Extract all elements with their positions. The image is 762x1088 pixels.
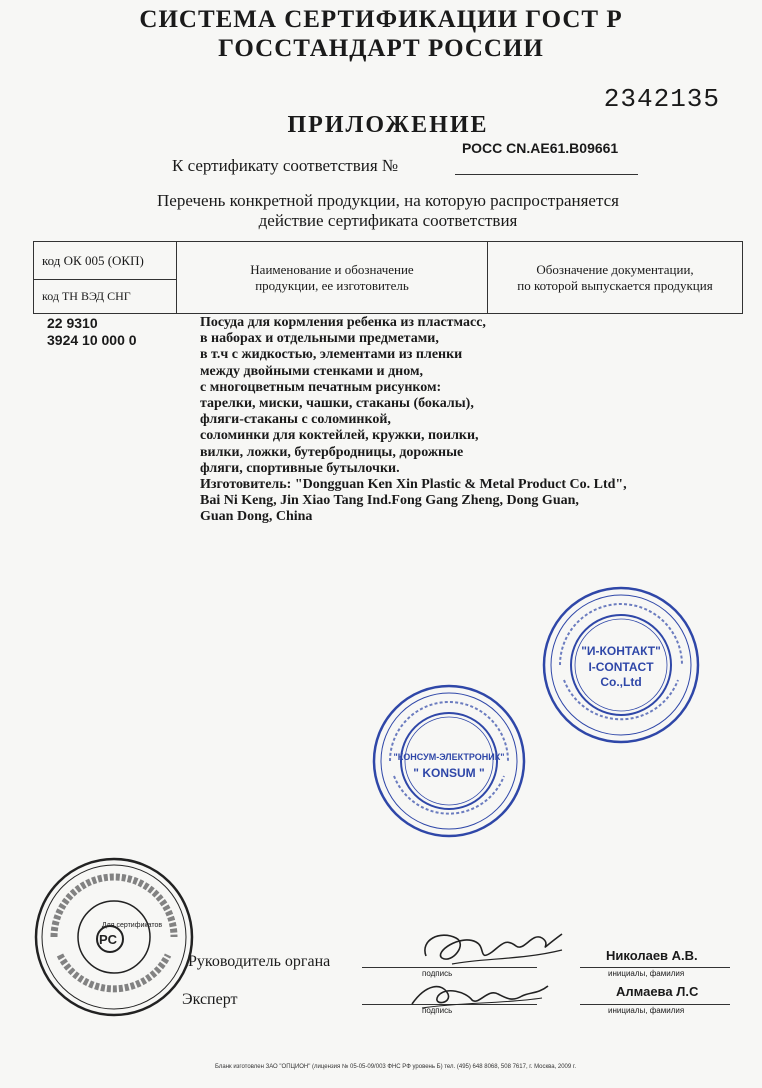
svg-text:PC: PC bbox=[98, 932, 118, 947]
product-name-header bbox=[177, 242, 488, 314]
manufacturer-address-line: Bai Ni Keng, Jin Xiao Tang Ind.Fong Gang Zheng, Dong Guan, bbox=[200, 493, 579, 509]
list-title-line2: действие сертификата соответствия bbox=[258, 211, 518, 230]
stamp-contact-line1: "И-КОНТАКТ" bbox=[581, 644, 661, 658]
head-label: Руководитель органа bbox=[188, 953, 331, 970]
expert-signature bbox=[402, 976, 552, 1012]
head-signature bbox=[412, 920, 572, 972]
product-line: между двойными стенками и дном, bbox=[200, 363, 424, 379]
documentation-header-line2: по которой выпускается продукция bbox=[517, 277, 713, 293]
certificate-number: РОСС CN.AE61.B09661 bbox=[462, 140, 619, 156]
head-name-caption: инициалы, фамилия bbox=[608, 969, 685, 978]
product-line: вилки, ложки, бутербродницы, дорожные bbox=[200, 444, 464, 460]
columns-header-table bbox=[33, 241, 743, 314]
product-line: фляги, спортивные бутылочки. bbox=[200, 460, 400, 476]
konsum-stamp bbox=[370, 682, 528, 840]
list-title-line1: Перечень конкретной продукции, на которую распространяется bbox=[157, 191, 619, 210]
i-contact-stamp bbox=[540, 585, 702, 745]
head-name-line bbox=[580, 967, 730, 968]
expert-name: Алмаева Л.С bbox=[616, 984, 699, 999]
stamp-konsum-line1: "КОНСУМ-ЭЛЕКТРОНИК" bbox=[393, 752, 505, 762]
manufacturer-line: Изготовитель: "Dongguan Ken Xin Plastic & Metal Product Co. Ltd", bbox=[200, 477, 627, 493]
code-okp-value: 22 9310 bbox=[47, 315, 98, 331]
code-okp-header: код ОК 005 (ОКП) bbox=[34, 242, 177, 280]
code-tnved-header: код ТН ВЭД СНГ bbox=[34, 280, 177, 314]
stamp-contact-line2: I-CONTACT bbox=[588, 660, 654, 674]
authority-title: ГОССТАНДАРТ РОССИИ bbox=[218, 35, 544, 62]
stamp-organ-inner: Для сертификатов bbox=[101, 922, 163, 929]
appendix-title: ПРИЛОЖЕНИЕ bbox=[287, 112, 489, 138]
stamp-contact-line3: Co.,Ltd bbox=[600, 675, 642, 689]
manufacturer-address-line: Guan Dong, China bbox=[200, 509, 313, 525]
expert-signature-caption: подпись bbox=[422, 1006, 453, 1015]
to-certificate-label: К сертификату соответствия № bbox=[172, 156, 399, 175]
form-printer-note: Бланк изготовлен ЗАО "ОПЦИОН" (лицензия № 05-05-09/003 ФНС РФ уровень Б) тел. (495) 648 8068, 508 7617, г. Москва, 2009 г. bbox=[215, 1064, 577, 1070]
documentation-header-line1: Обозначение документации, bbox=[536, 261, 694, 277]
product-line: тарелки, миски, чашки, стаканы (бокалы), bbox=[200, 396, 474, 412]
product-description bbox=[200, 315, 627, 526]
product-line: с многоцветным печатным рисунком: bbox=[200, 379, 442, 395]
head-name: Николаев А.В. bbox=[606, 948, 698, 963]
form-number: 2342135 bbox=[603, 84, 720, 114]
code-tnved-value: 3924 10 000 0 bbox=[47, 332, 137, 348]
product-line: в наборах и отдельными предметами, bbox=[200, 331, 439, 347]
product-line: Посуда для кормления ребенка из пластмасс, bbox=[200, 315, 486, 330]
product-line: соломинки для коктейлей, кружки, поилки, bbox=[200, 428, 479, 444]
product-name-header-line1: Наименование и обозначение bbox=[250, 261, 414, 277]
product-codes bbox=[47, 315, 137, 349]
product-line: в т.ч с жидкостью, элементами из пленки bbox=[200, 347, 463, 363]
system-title: СИСТЕМА СЕРТИФИКАЦИИ ГОСТ Р bbox=[139, 6, 623, 33]
stamp-konsum-line2: " KONSUM " bbox=[413, 766, 485, 780]
documentation-header bbox=[488, 242, 743, 314]
expert-name-line bbox=[580, 1004, 730, 1005]
product-name-header-line2: продукции, ее изготовитель bbox=[255, 277, 409, 293]
head-signature-caption: подпись bbox=[422, 969, 453, 978]
product-line: фляги-стаканы с соломинкой, bbox=[200, 412, 391, 428]
expert-label: Эксперт bbox=[182, 991, 238, 1008]
expert-name-caption: инициалы, фамилия bbox=[608, 1006, 685, 1015]
certification-body-stamp bbox=[32, 855, 196, 1019]
certificate-number-line bbox=[455, 174, 638, 175]
